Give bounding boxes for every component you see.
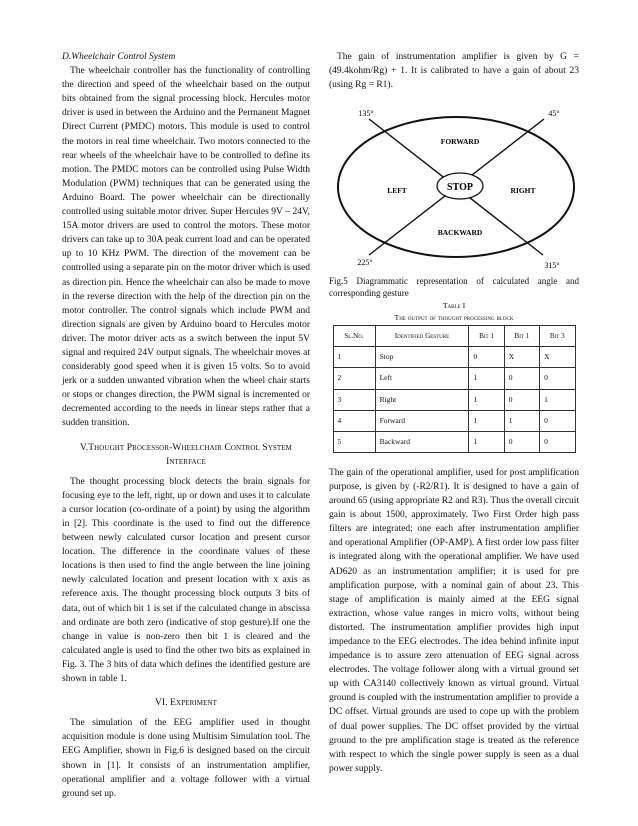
- table-row: [333, 431, 575, 452]
- table-header-cell: Bit 1: [504, 326, 539, 347]
- table-cell: 1: [469, 389, 504, 410]
- table-cell: 0: [504, 389, 539, 410]
- table-cell: 0: [469, 347, 504, 368]
- gesture-diagram: [329, 102, 579, 270]
- table-cell: 1: [469, 368, 504, 389]
- table-cell: 0: [540, 410, 575, 431]
- gesture-bits-table: [333, 325, 576, 453]
- left-column: [62, 50, 310, 801]
- paragraph-operational-amplifier: The gain of the operational amplifier, used for post amplification purpose, is given by (-R2/R1). It is designed to have a gain of around 65 (using appropriate R2 and R3). Thus the overall circuit gain is about 1500, approximately. Two First Order high pass filters are integrated; one each after instrumentation amplifier and operational Amplifier (OP-AMP). A first order low pass filter is integrated along with the operational amplifier. We have used AD620 as an instrumentation amplifier; it is used for pre amplification purpose, with a nominal gain of about 23. This stage of amplification is mainly aimed at the EEG signal extraction, whose value ranges in micro volts, without being distorted. The instrumentation amplifier provides high input impedance to the EEG electrodes. The idea behind infinite input impedance is to assure zero attenuation of EEG signal across electrodes. The voltage follower along with a virtual ground set up with CA3140 collectively known as virtual ground. Virtual ground is coupled with the instrumentation amplifier to provide a DC offset. Virtual grounds are used to cope up with the problem of dual power supplies. The DC offset provided by the virtual ground to the pre amplification stage is treated as the reference with respect to which the single power supply is seen as a dual power supply.: [329, 467, 579, 774]
- figure-5-gesture-diagram: [329, 102, 579, 270]
- table-header-cell: Identified Gesture: [375, 326, 469, 347]
- table-cell: 1: [333, 347, 375, 368]
- table-header-cell: Bit 3: [540, 326, 575, 347]
- table-row: [333, 389, 575, 410]
- table-cell: 1: [469, 410, 504, 431]
- table-cell: Right: [375, 389, 469, 410]
- table-cell: Stop: [375, 347, 469, 368]
- table-cell: 4: [333, 410, 375, 431]
- angle-label-45: 45°: [548, 109, 560, 119]
- angle-label-225: 225°: [357, 258, 373, 268]
- table-cell: 5: [333, 431, 375, 452]
- label-stop: STOP: [447, 182, 473, 194]
- label-backward: BACKWARD: [437, 228, 483, 238]
- table-cell: 1: [504, 410, 539, 431]
- table-header-cell: Bit 1: [469, 326, 504, 347]
- table-row: [333, 347, 575, 368]
- label-right: RIGHT: [510, 186, 536, 196]
- table-header-row: [333, 326, 575, 347]
- table-label: Table I: [442, 301, 466, 311]
- table-cell: X: [504, 347, 539, 368]
- table-cell: 3: [333, 389, 375, 410]
- section-heading-v: V.Thought Processor-Wheelchair Control System Interface: [80, 442, 292, 467]
- label-left: LEFT: [387, 186, 407, 196]
- angle-label-315: 315°: [544, 261, 560, 271]
- paragraph-experiment: The simulation of the EEG amplifier used in thought acquisition module is done using Multisim Simulation tool. The EEG Amplifier, shown in Fig.6 is designed based on the circuit shown in [1]. It consists of an instrumentation amplifier, operational amplifier and a voltage follower with a virtual ground set up.: [62, 718, 310, 799]
- table-row: [333, 410, 575, 431]
- table-header-cell: Sl.No.: [333, 326, 375, 347]
- right-column: [329, 50, 579, 776]
- subsection-heading-d: D.Wheelchair Control System: [62, 52, 176, 62]
- label-forward: FORWARD: [440, 137, 480, 147]
- table-row: [333, 368, 575, 389]
- table-title: The output of thought processing block: [394, 313, 514, 323]
- table-cell: Left: [375, 368, 469, 389]
- paragraph-wheelchair-control: The wheelchair controller has the functionality of controlling the direction and speed of the wheelchair based on the output bits obtained from the signal processing block. Hercules motor driver is used in between the Arduino and the Permanent Magnet Direct Current (PMDC) motors. This module is used to control the motors in real time wheelchair. Two motors connected to the rear wheels of the wheelchair have to be controlled to define its motion. The PMDC motors can be controlled using Pulse Width Modulation (PWM) techniques that can be generated using the Arduino Board. The power wheelchair can be directionally controlled using suitable motor driver. Super Hercules 9V – 24V, 15A motor drivers are used to control the motors. These motor drivers can take up to 30A peak current load and can be operated up to 10 KHz PWM. The direction of the movement can be controlled using a separate pin on the motor driver which is used as direction pin. Hence the wheelchair can also be made to move in the reverse direction with the help of the direction pin on the motor controller. The control signals which include PWM and direction signals are given by Arduino board to Hercules motor driver. The motor driver acts as a switch between the input 5V signal and required 24V output signals. The wheelchair moves at considerably good speed when it is given 15 volts. So to avoid jerk or a sudden unwanted vibration when the wheel chair starts or stops or changes direction, the PWM signal is incremented or decremented according to the needs in linear steps rather that a sudden transition.: [62, 66, 310, 429]
- table-cell: X: [540, 347, 575, 368]
- paragraph-thought-processor: The thought processing block detects the brain signals for focusing eye to the left, right, up or down and uses it to calculate a cursor location (co-ordinate of a point) by using the algorithm in [2]. This coordinate is the used to find out the difference between newly calculated cursor location and present cursor location. The difference in the coordinate values of these locations is then used to find the angle between the line joining newly calculated location and present location with x axis as reference axis. The thought processing block outputs 3 bits of data, out of which bit 1 is set if the calculated change in abscissa and ordinate are both zero (indicative of stop gesture).If one the change in value is non-zero then bit 1 is cleared and the calculated angle is used to find the other two bits as explained in Fig. 3. The 3 bits of data which defines the identified gesture are shown in table 1.: [62, 476, 310, 685]
- table-cell: 0: [540, 431, 575, 452]
- section-heading-vi: VI. Experiment: [154, 698, 218, 709]
- paragraph-instrumentation-gain: The gain of instrumentation amplifier is given by G = (49.4kohm/Rg) + 1. It is calibrated to have a gain of about 23 (using Rg = R1).: [329, 52, 579, 91]
- figure-caption: Fig.5 Diagrammatic representation of calculated angle and corresponding gesture: [329, 276, 579, 298]
- table-cell: 2: [333, 368, 375, 389]
- table-cell: 1: [540, 389, 575, 410]
- table-cell: Forward: [375, 410, 469, 431]
- angle-label-135: 135°: [358, 109, 374, 119]
- table-cell: 1: [469, 431, 504, 452]
- table-cell: 0: [540, 368, 575, 389]
- table-cell: 0: [504, 431, 539, 452]
- table-cell: Backward: [375, 431, 469, 452]
- table-cell: 0: [504, 368, 539, 389]
